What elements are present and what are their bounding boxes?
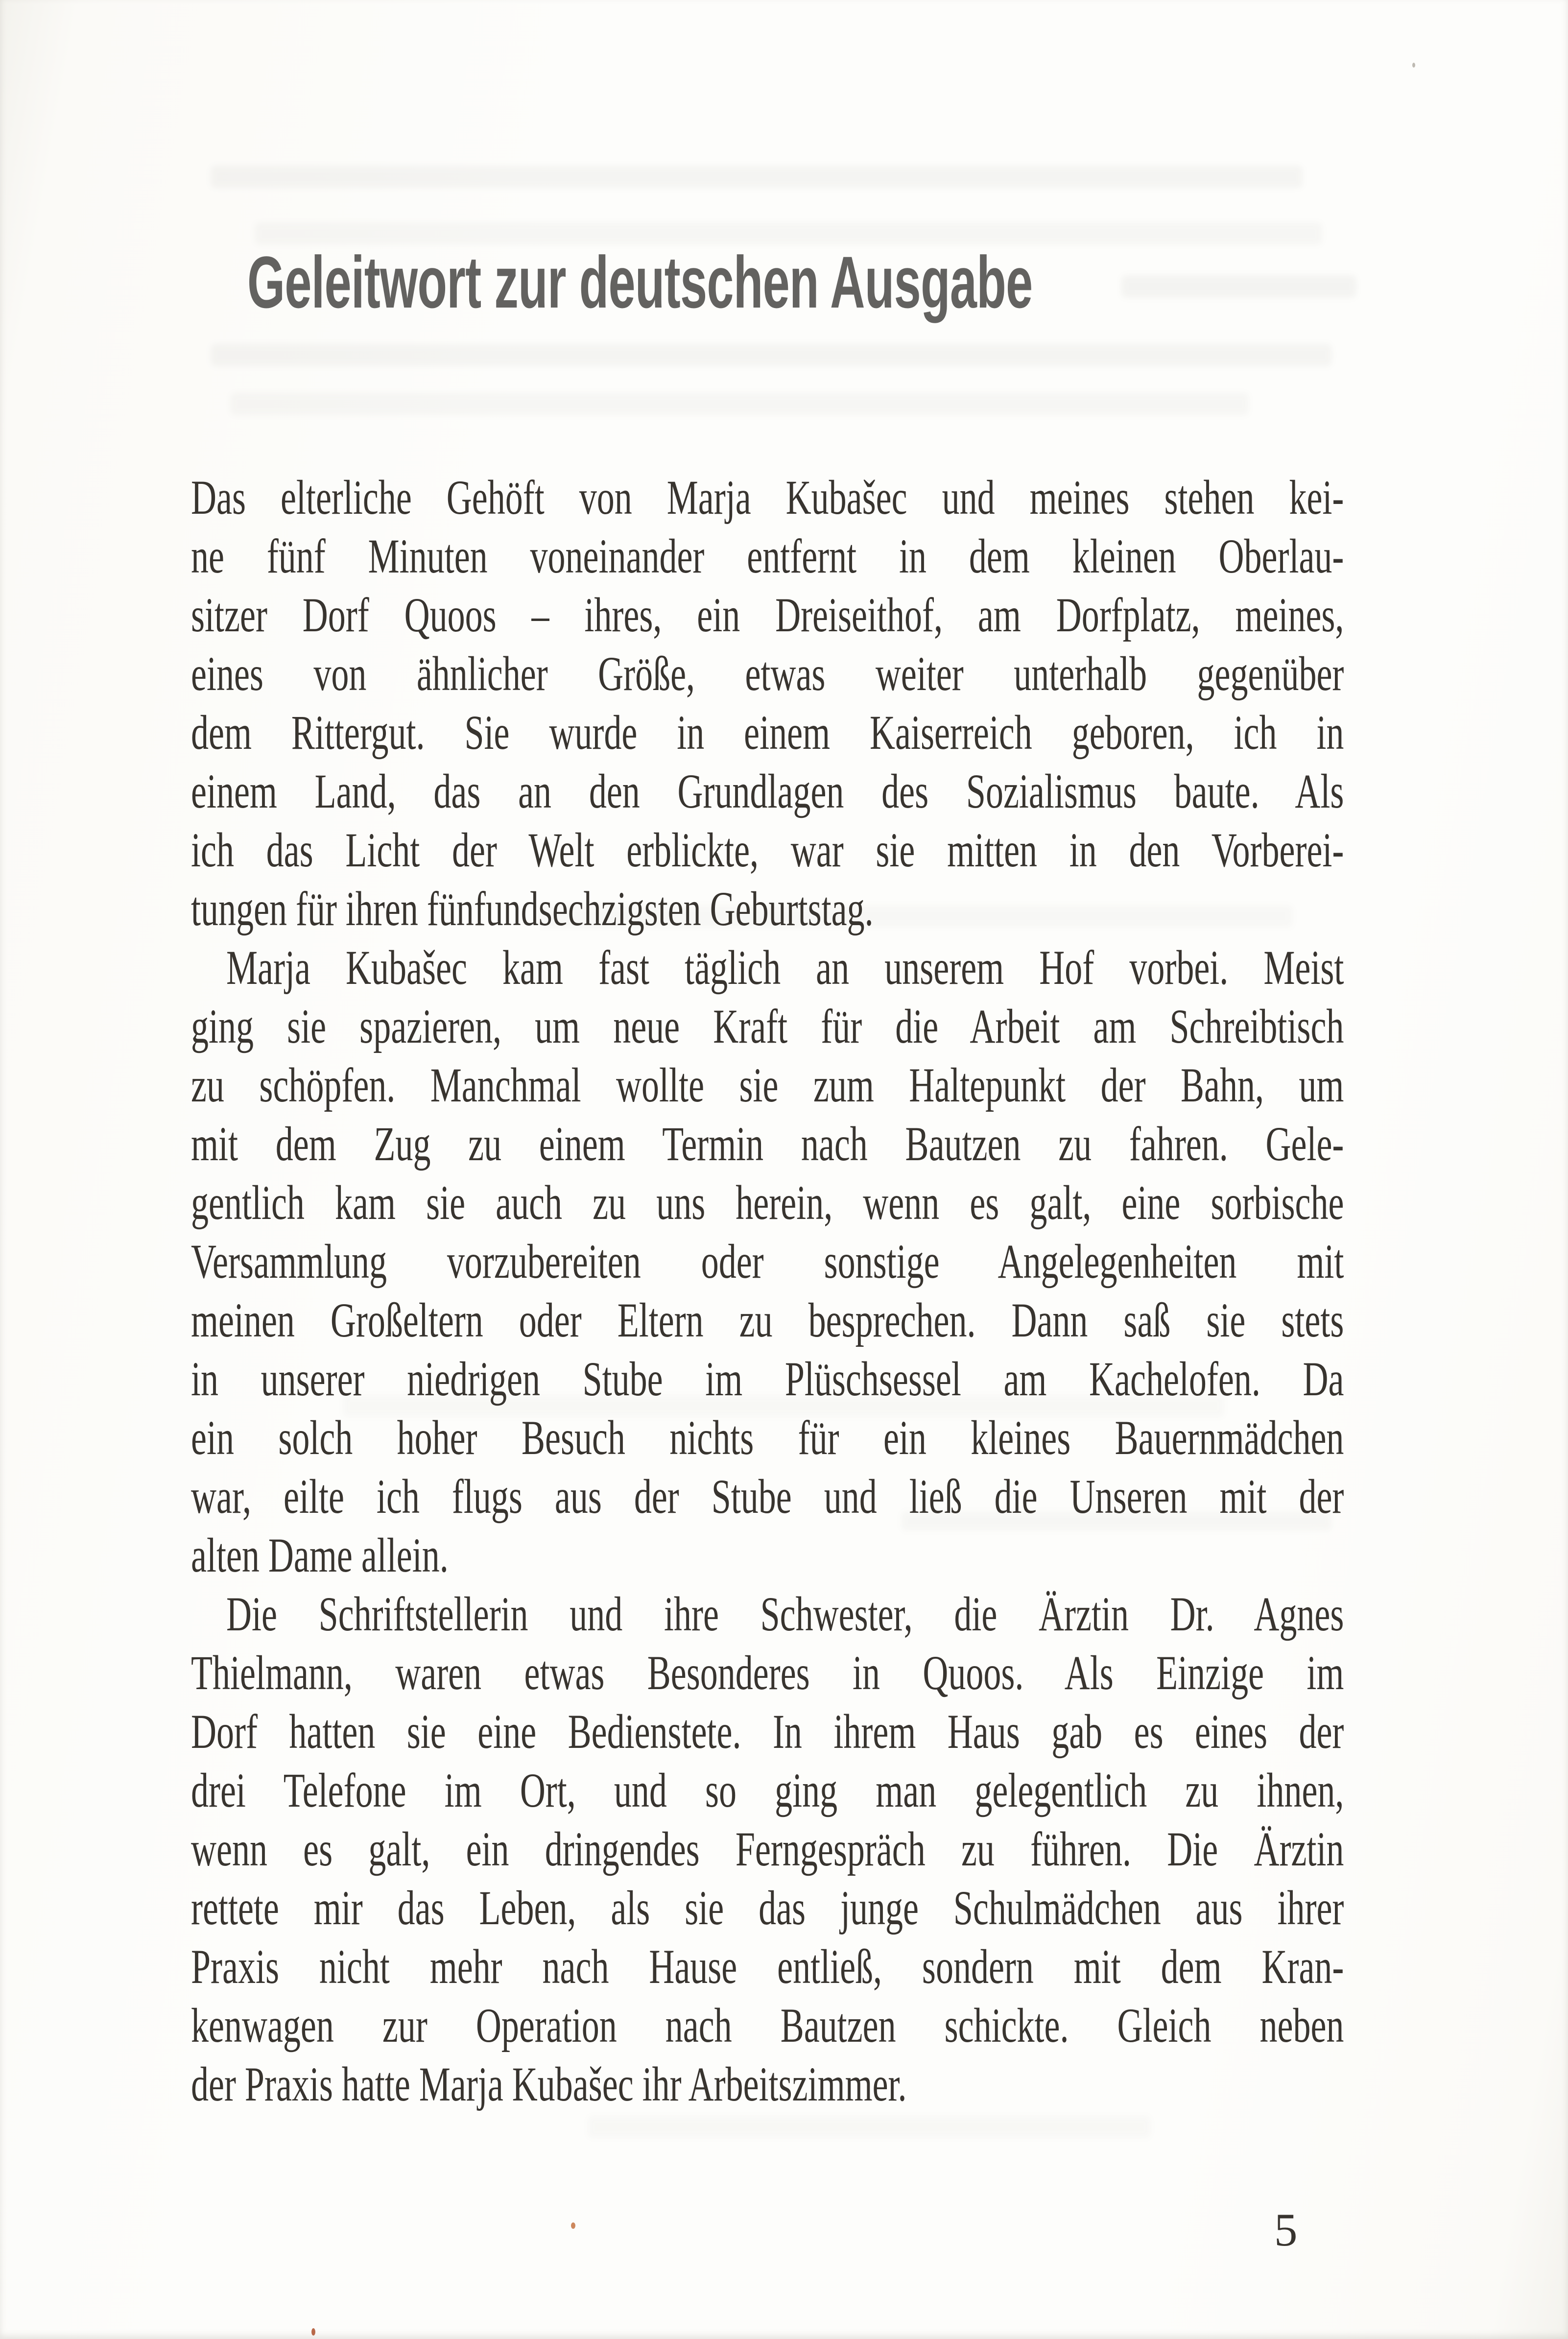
paragraph <box>191 1585 1344 2114</box>
text-line: ein solch hoher Besuch nichts für ein kleines Bauernmädchen <box>191 1410 1344 1465</box>
bleed-through-artifact <box>211 166 1303 188</box>
text-line: in unserer niedrigen Stube im Plüschsessel am Kachelofen. Da <box>191 1352 1344 1406</box>
text-line: gentlich kam sie auch zu uns herein, wenn es galt, eine sorbische <box>191 1175 1344 1230</box>
bleed-through-artifact <box>588 2116 1151 2138</box>
text-line: Die Schriftstellerin und ihre Schwester, die Ärztin Dr. Agnes <box>226 1587 1344 1641</box>
paragraph <box>191 938 1344 1585</box>
text-line: Dorf hatten sie eine Bedienstete. In ihrem Haus gab es eines der <box>191 1704 1344 1759</box>
text-line: war, eilte ich flugs aus der Stube und ließ die Unseren mit der <box>191 1469 1344 1524</box>
text-line: der Praxis hatte Marja Kubašec ihr Arbeitszimmer. <box>191 2057 907 2111</box>
text-line: sitzer Dorf Quoos – ihres, ein Dreiseithof, am Dorfplatz, meines, <box>191 588 1344 642</box>
page-title: Geleitwort zur deutschen Ausgabe <box>247 241 1033 323</box>
text-line: wenn es galt, ein dringendes Ferngespräch zu führen. Die Ärztin <box>191 1822 1344 1876</box>
text-line: einem Land, das an den Grundlagen des Sozialismus baute. Als <box>191 764 1344 818</box>
bleed-through-artifact <box>1121 275 1356 298</box>
bleed-through-artifact <box>211 344 1332 366</box>
text-line: Versammlung vorzubereiten oder sonstige Angelegenheiten mit <box>191 1234 1344 1289</box>
text-line: mit dem Zug zu einem Termin nach Bautzen zu fahren. Gele- <box>191 1117 1344 1171</box>
text-line: zu schöpfen. Manchmal wollte sie zum Haltepunkt der Bahn, um <box>191 1058 1344 1112</box>
bleed-through-artifact <box>230 393 1249 415</box>
page-number: 5 <box>1274 2204 1298 2256</box>
text-line: Marja Kubašec kam fast täglich an unserem Hof vorbei. Meist <box>226 940 1344 995</box>
dust-speck <box>311 2328 315 2336</box>
text-line: drei Telefone im Ort, und so ging man gelegentlich zu ihnen, <box>191 1763 1344 1817</box>
dust-speck <box>1412 63 1415 68</box>
text-line: ne fünf Minuten voneinander entfernt in dem kleinen Oberlau- <box>191 529 1344 583</box>
text-line: kenwagen zur Operation nach Bautzen schickte. Gleich neben <box>191 1998 1344 2053</box>
text-line: rettete mir das Leben, als sie das junge Schulmädchen aus ihrer <box>191 1881 1344 1935</box>
text-line: Praxis nicht mehr nach Hause entließ, sondern mit dem Kran- <box>191 1939 1344 1994</box>
text-line: dem Rittergut. Sie wurde in einem Kaiserreich geboren, ich in <box>191 705 1344 760</box>
paragraph <box>191 468 1344 938</box>
body-text <box>191 468 1344 2114</box>
text-line: Thielmann, waren etwas Besonderes in Quoos. Als Einzige im <box>191 1646 1344 1700</box>
text-line: alten Dame allein. <box>191 1528 449 1582</box>
text-line: eines von ähnlicher Größe, etwas weiter unterhalb gegenüber <box>191 646 1344 701</box>
text-line: Das elterliche Gehöft von Marja Kubašec und meines stehen kei- <box>191 470 1344 525</box>
text-line: ich das Licht der Welt erblickte, war sie mitten in den Vorberei- <box>191 823 1344 877</box>
text-line: tungen für ihren fünfundsechzigsten Geburtstag. <box>191 882 874 936</box>
dust-speck <box>571 2222 575 2229</box>
text-line: ging sie spazieren, um neue Kraft für die Arbeit am Schreibtisch <box>191 999 1344 1053</box>
text-line: meinen Großeltern oder Eltern zu besprechen. Dann saß sie stets <box>191 1293 1344 1347</box>
